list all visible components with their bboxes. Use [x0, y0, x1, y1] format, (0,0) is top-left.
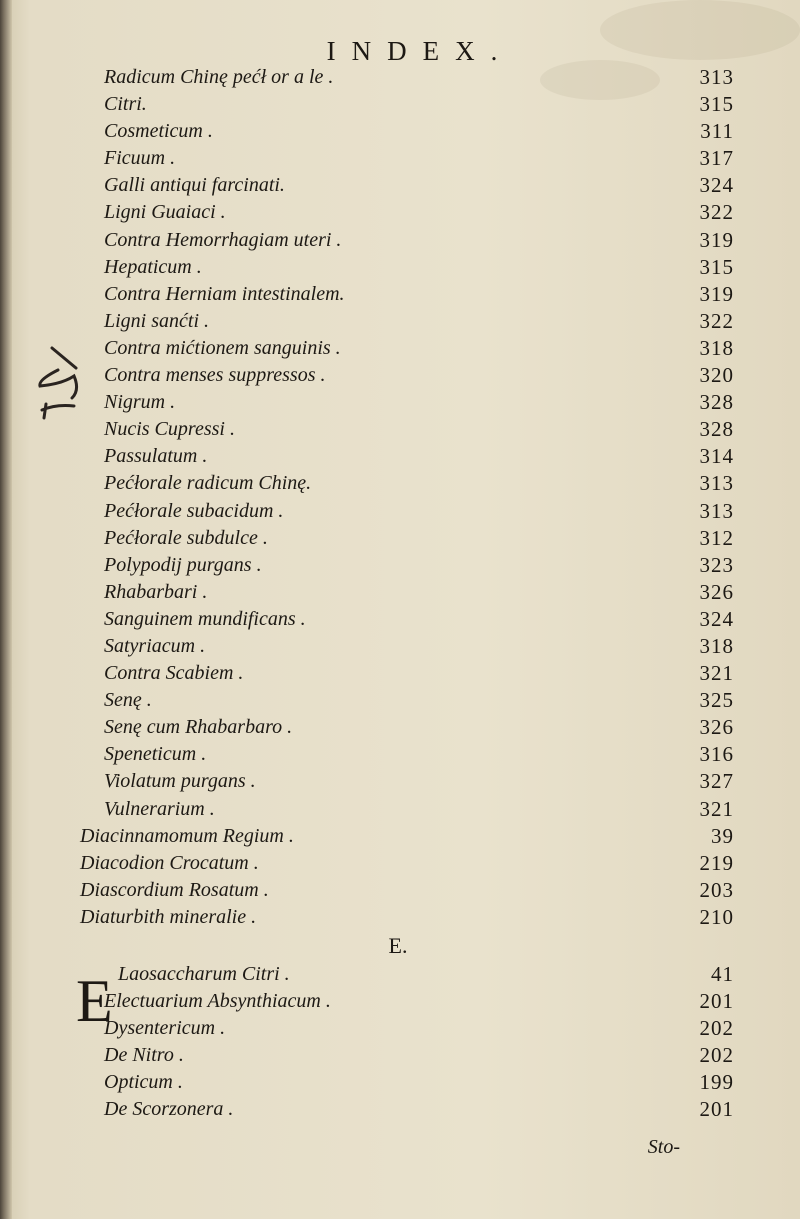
index-entry	[0, 91, 800, 118]
entry-label: Senę .	[104, 689, 152, 712]
entry-label: Galli antiqui farcinati.	[104, 174, 285, 197]
entry-label: Diacodion Crocatum .	[80, 851, 259, 874]
entry-page-number: 201	[699, 1097, 734, 1122]
index-entry	[0, 904, 800, 931]
entry-label: Nucis Cupressi .	[104, 418, 235, 441]
index-entry	[0, 227, 800, 254]
index-entry	[0, 1069, 800, 1096]
entry-page-number: 319	[699, 281, 734, 306]
entry-label: Nigrum .	[104, 391, 176, 414]
entry-page-number: 312	[699, 525, 734, 550]
entry-page-number: 319	[699, 227, 734, 252]
entry-page-number: 320	[699, 363, 734, 388]
entry-label: Violatum purgans .	[104, 770, 256, 793]
entry-page-number: 328	[699, 417, 734, 442]
entry-page-number: 201	[699, 989, 734, 1014]
entry-label: Opticum .	[104, 1071, 183, 1094]
entry-label: Contra Hemorrhagiam uteri .	[104, 228, 342, 251]
entry-page-number: 324	[699, 173, 734, 198]
index-entry	[0, 660, 800, 687]
index-entry	[0, 714, 800, 741]
index-entry	[0, 470, 800, 497]
index-entry	[0, 118, 800, 145]
entry-page-number: 313	[699, 471, 734, 496]
entry-label: Ligni sanćti .	[104, 309, 210, 332]
entry-page-number: 203	[699, 877, 734, 902]
entry-label: Laosaccharum Citri .	[118, 963, 290, 985]
index-entry	[0, 1042, 800, 1069]
index-entry	[0, 823, 800, 850]
entry-label: Rhabarbari .	[104, 580, 208, 603]
entry-page-number: 326	[699, 579, 734, 604]
index-entry	[0, 877, 800, 904]
drop-cap: E	[76, 968, 113, 1034]
entry-page-number: 202	[699, 1016, 734, 1041]
page-title: INDEX.	[326, 36, 514, 66]
handwritten-margin-mark-icon	[32, 340, 92, 425]
index-entry	[0, 145, 800, 172]
index-entry	[0, 416, 800, 443]
entry-page-number: 324	[699, 606, 734, 631]
index-entry	[0, 1015, 800, 1042]
entry-page-number: 322	[699, 200, 734, 225]
entry-page-number: 328	[699, 390, 734, 415]
index-entry	[0, 633, 800, 660]
entry-label: De Scorzonera .	[104, 1098, 234, 1121]
index-entry	[0, 850, 800, 877]
index-entry	[0, 796, 800, 823]
entry-page-number: 199	[699, 1070, 734, 1095]
index-entry	[0, 443, 800, 470]
entry-page-number: 202	[699, 1043, 734, 1068]
entry-page-number: 326	[699, 715, 734, 740]
entry-label: Contra menses suppressos .	[104, 364, 326, 387]
index-entry	[0, 308, 800, 335]
entry-label: Polypodij purgans .	[104, 553, 262, 576]
entry-page-number: 313	[699, 65, 734, 89]
entry-label: Electuarium Absynthiacum .	[104, 990, 331, 1013]
section-letter: E.	[388, 933, 408, 958]
entry-label: Diacinnamomum Regium .	[80, 824, 294, 847]
entry-page-number: 39	[711, 823, 734, 848]
entry-page-number: 317	[699, 146, 734, 171]
index-entry	[0, 1096, 800, 1123]
entry-label: Ligni Guaiaci .	[104, 201, 226, 224]
section-heading-e	[0, 931, 800, 961]
index-entry	[0, 199, 800, 226]
entry-label: Radicum Chinę pećł or a le .	[104, 66, 334, 88]
index-entry	[0, 172, 800, 199]
index-entry	[0, 281, 800, 308]
entry-label: Diaturbith mineralie .	[80, 905, 257, 928]
entry-page-number: 325	[699, 688, 734, 713]
entry-label: Senę cum Rhabarbaro .	[104, 716, 293, 739]
index-entry	[0, 254, 800, 281]
entry-page-number: 323	[699, 552, 734, 577]
entry-label: Passulatum .	[104, 445, 208, 468]
entry-page-number: 321	[699, 796, 734, 821]
entry-label: Vulnerarium .	[104, 797, 215, 820]
entry-page-number: 316	[699, 742, 734, 767]
index-entry	[0, 768, 800, 795]
entry-label: Ficuum .	[104, 147, 176, 170]
entry-page-number: 318	[699, 633, 734, 658]
entry-page-number: 41	[711, 962, 734, 986]
index-list	[0, 64, 800, 1124]
index-entry	[0, 687, 800, 714]
entry-page-number: 311	[700, 119, 734, 144]
entry-page-number: 322	[699, 308, 734, 333]
index-entry	[0, 362, 800, 389]
index-entry	[0, 988, 800, 1015]
entry-label: Diascordium Rosatum .	[80, 878, 269, 901]
entry-label: Contra Scabiem .	[104, 662, 244, 685]
entry-page-number: 315	[699, 254, 734, 279]
index-entry	[0, 525, 800, 552]
index-entry	[0, 741, 800, 768]
index-entry	[0, 579, 800, 606]
entry-label: Sanguinem mundificans .	[104, 607, 306, 630]
entry-label: Speneticum .	[104, 743, 207, 766]
entry-page-number: 327	[699, 769, 734, 794]
entry-page-number: 314	[699, 444, 734, 469]
index-entry	[0, 606, 800, 633]
entry-page-number: 318	[699, 335, 734, 360]
entry-label: Pećłorale subdulce .	[104, 526, 268, 549]
entry-page-number: 219	[699, 850, 734, 875]
index-entry	[0, 335, 800, 362]
index-entry	[0, 961, 800, 988]
entry-label: Cosmeticum .	[104, 120, 213, 143]
entry-page-number: 321	[699, 661, 734, 686]
catchword: Sto-	[647, 1136, 680, 1158]
entry-label: Dysentericum .	[104, 1017, 226, 1040]
entry-label: Contra Herniam intestinalem.	[104, 282, 345, 305]
index-entry	[0, 552, 800, 579]
index-entry	[0, 498, 800, 525]
index-entry	[0, 389, 800, 416]
entry-label: Hepaticum .	[104, 255, 202, 278]
entry-page-number: 313	[699, 498, 734, 523]
entry-page-number: 210	[699, 904, 734, 929]
entry-label: Citri.	[104, 93, 147, 116]
entry-label: Pećłorale subacidum .	[104, 499, 284, 522]
entry-page-number: 315	[699, 92, 734, 117]
entry-label: Pećłorale radicum Chinę.	[104, 472, 312, 495]
entry-label: De Nitro .	[104, 1044, 184, 1067]
entry-label: Contra mićtionem sanguinis .	[104, 336, 341, 359]
index-entry	[0, 64, 800, 91]
entry-label: Satyriacum .	[104, 634, 206, 657]
